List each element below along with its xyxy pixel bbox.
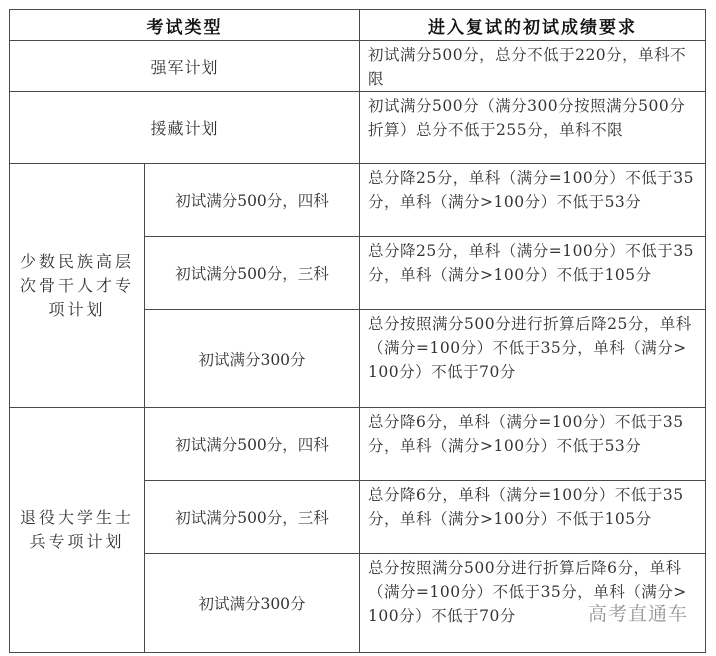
header-requirements: 进入复试的初试成绩要求 (360, 10, 706, 41)
req-minority-2: 总分降25分，单科（满分=100分）不低于35分，单科（满分>100分）不低于105分 (360, 237, 706, 310)
watermark: 高考直通车 (587, 603, 688, 625)
header-exam-type: 考试类型 (10, 10, 360, 41)
sub-minority-2: 初试满分500分，三科 (145, 237, 360, 310)
sub-veteran-2: 初试满分500分，三科 (145, 481, 360, 554)
group-minority: 少数民族高层次骨干人才专项计划 (10, 164, 145, 408)
table-row (10, 92, 706, 164)
type-qiangjun: 强军计划 (10, 41, 360, 92)
req-yuanzang: 初试满分500分（满分300分按照满分500分折算）总分不低于255分，单科不限 (360, 92, 706, 164)
req-minority-1: 总分降25分，单科（满分=100分）不低于35分，单科（满分>100分）不低于53分 (360, 164, 706, 237)
sub-minority-3: 初试满分300分 (145, 310, 360, 408)
group-veteran: 退役大学生士兵专项计划 (10, 408, 145, 653)
table-row (10, 41, 706, 92)
req-veteran-1: 总分降6分，单科（满分=100分）不低于35分，单科（满分>100分）不低于53分 (360, 408, 706, 481)
type-yuanzang: 援藏计划 (10, 92, 360, 164)
table-row (10, 164, 706, 237)
exam-requirements-table (9, 9, 706, 653)
req-veteran-2: 总分降6分，单科（满分=100分）不低于35分，单科（满分>100分）不低于105分 (360, 481, 706, 554)
table-header-row (10, 10, 706, 41)
sub-minority-1: 初试满分500分，四科 (145, 164, 360, 237)
req-veteran-3: 总分按照满分500分进行折算后降6分，单科（满分=100分）不低于35分，单科（满分>100分）不低于70分 (360, 554, 706, 653)
sub-veteran-1: 初试满分500分，四科 (145, 408, 360, 481)
req-qiangjun: 初试满分500分，总分不低于220分，单科不限 (360, 41, 706, 92)
req-minority-3: 总分按照满分500分进行折算后降25分，单科（满分=100分）不低于35分，单科（满分>100分）不低于70分 (360, 310, 706, 408)
sub-veteran-3: 初试满分300分 (145, 554, 360, 653)
table-row (10, 408, 706, 481)
